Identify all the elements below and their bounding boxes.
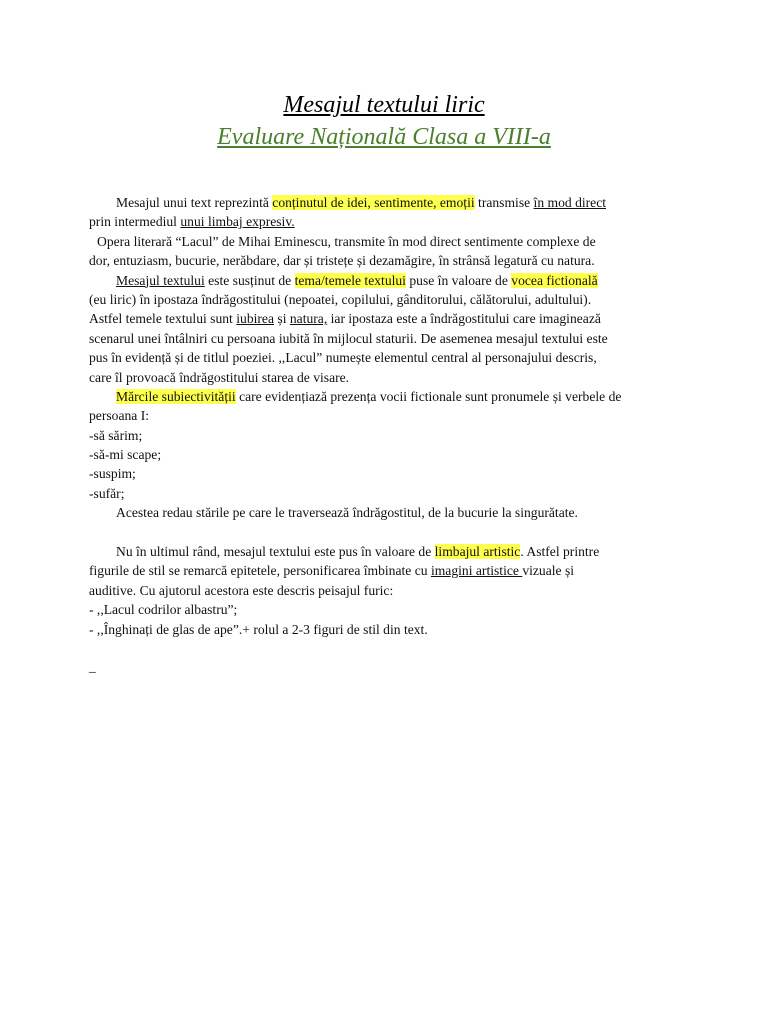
text-span: figurile de stil se remarcă epitetele, personificarea îmbinate cu <box>89 563 431 579</box>
paragraph-line: scenarul unei întâlniri cu persoana iubită în mijlocul staturii. De asemenea mesajul textului este <box>89 330 608 346</box>
underlined-text: iubirea <box>236 311 274 327</box>
paragraph-line: dor, entuziasm, bucurie, nerăbdare, dar și tristețe și dezamăgire, în strânsă legatură cu natura. <box>89 253 595 269</box>
underlined-text: imagini artistice <box>430 563 523 579</box>
underlined-text: în mod direct <box>533 195 607 210</box>
text-span: și <box>274 311 290 327</box>
paragraph-line <box>89 212 679 231</box>
underlined-text: natura, <box>289 311 328 327</box>
text-span: prin intermediul <box>89 214 181 230</box>
blank-line <box>89 523 679 542</box>
text-span: este susținut de <box>204 272 295 288</box>
paragraph-line <box>89 271 679 290</box>
document-subtitle: Evaluare Națională Clasa a VIII-a <box>217 124 551 150</box>
document-title: Mesajul textului liric <box>283 92 485 118</box>
paragraph-line: pus în evidență și de titlul poeziei. ,,Lacul” numește elementul central al personajului descris, <box>89 350 597 366</box>
list-item: - ,,Înghinați de glas de ape”.+ rolul a 2-3 figuri de stil din text. <box>89 621 428 637</box>
list-item: - ,,Lacul codrilor albastru”; <box>89 602 238 618</box>
paragraph-line <box>89 542 679 561</box>
text-span: vizuale și <box>522 563 575 579</box>
paragraph-line <box>89 387 679 406</box>
text-span: care evidențiază prezența vocii fictionale sunt pronumele și verbele de <box>235 388 622 404</box>
trailing-mark: _ <box>89 658 96 674</box>
paragraph-line: auditive. Cu ajutorul acestora este descris peisajul furic: <box>89 582 394 598</box>
highlighted-text: vocea fictională <box>511 272 598 288</box>
paragraph-line <box>89 561 679 580</box>
text-span: Mesajul unui text reprezintă <box>116 195 273 210</box>
highlighted-text: Mărcile subiectivității <box>116 388 236 404</box>
text-span: puse în valoare de <box>405 272 512 288</box>
text-span: Astfel temele textului sunt <box>89 311 237 327</box>
highlighted-text: limbajul artistic <box>434 544 521 560</box>
highlighted-text: conținutul de idei, sentimente, emoții <box>272 195 475 210</box>
paragraph-line <box>89 309 679 328</box>
underlined-text: Mesajul textului <box>116 272 205 288</box>
text-span: iar ipostaza este a îndrăgostitului care imaginează <box>327 311 601 327</box>
paragraph-line: Opera literară “Lacul” de Mihai Eminescu, transmite în mod direct sentimente complexe de <box>97 233 596 249</box>
highlighted-text: tema/temele textului <box>294 272 406 288</box>
list-item: -să sărim; <box>89 427 143 443</box>
paragraph-line: (eu liric) în ipostaza îndrăgostitului (nepoatei, copilului, gânditorului, călătorului, adultului). <box>89 291 592 307</box>
underlined-text: unui limbaj expresiv. <box>180 214 295 230</box>
paragraph-line <box>89 193 679 212</box>
paragraph-line: Acestea redau stările pe care le traversează îndrăgostitul, de la bucurie la singurătate. <box>116 505 578 521</box>
text-span: transmise <box>474 195 534 210</box>
list-item: -să-mi scape; <box>89 447 162 463</box>
text-span: Nu în ultimul rând, mesajul textului este pus în valoare de <box>116 544 435 560</box>
list-item: -sufăr; <box>89 485 125 501</box>
text-span: . Astfel printre <box>520 544 600 560</box>
list-item: -suspim; <box>89 466 136 482</box>
paragraph-line: care îl provoacă îndrăgostitului starea de visare. <box>89 369 350 385</box>
document-body <box>89 193 679 676</box>
paragraph-line: persoana I: <box>89 408 150 424</box>
